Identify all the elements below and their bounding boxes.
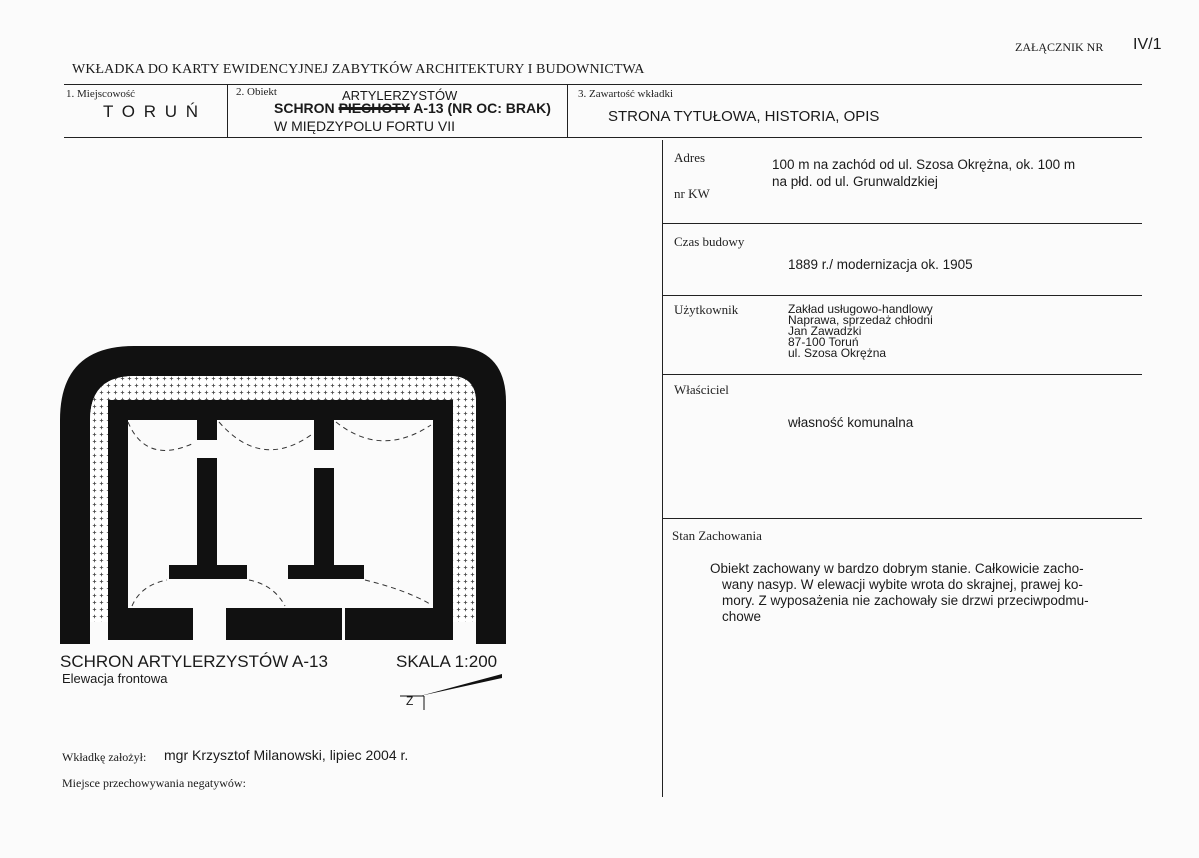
annex-label: ZAŁĄCZNIK NR	[1015, 40, 1104, 54]
door-swing	[336, 422, 431, 441]
address-line-1: 100 m na zachód od ul. Szosa Okrężna, ok. 100 m	[772, 157, 1076, 172]
user-line: Jan Zawadzki	[788, 324, 862, 338]
door-swing	[128, 422, 194, 450]
address-label: Adres	[674, 150, 706, 165]
door-swing	[249, 580, 285, 606]
door-swing	[219, 422, 311, 450]
condition-line: mory. Z wyposażenia nie zachowały sie drzwi przeciwpodmu-	[722, 593, 1089, 608]
user-line: ul. Szosa Okrężna	[788, 346, 887, 360]
kw-label: nr KW	[674, 186, 710, 201]
top-row-rule	[64, 84, 1142, 85]
drawing-title: SCHRON ARTYLERZYSTÓW A-13	[60, 652, 328, 671]
owner-label: Właściciel	[674, 382, 729, 397]
partition-right	[314, 468, 334, 578]
drawing-subtitle: Elewacja frontowa	[62, 671, 168, 686]
rule-after-owner	[662, 518, 1142, 519]
condition-line: Obiekt zachowany w bardzo dobrym stanie. Całkowicie zacho-	[710, 561, 1084, 576]
inner-wall-right	[288, 565, 364, 579]
object-prefix: SCHRON	[274, 100, 335, 116]
locality-value: T O R U Ń	[103, 102, 201, 121]
wall-left	[108, 400, 128, 640]
condition-label: Stan Zachowania	[672, 528, 762, 543]
object-suffix: A-13 (NR OC: BRAK)	[413, 100, 551, 116]
author-label: Wkładkę założył:	[62, 750, 147, 764]
front-wall-middle	[226, 608, 342, 640]
construction-label: Czas budowy	[674, 234, 745, 249]
rule-after-user	[662, 374, 1142, 375]
door-swing	[132, 580, 167, 606]
bunker-plan-drawing	[56, 340, 510, 648]
user-line: 87-100 Toruń	[788, 335, 859, 349]
content-value: STRONA TYTUŁOWA, HISTORIA, OPIS	[608, 108, 880, 125]
annex-number: IV/1	[1133, 36, 1162, 53]
north-letter: Z	[406, 694, 414, 708]
object-line-2: W MIĘDZYPOLU FORTU VII	[274, 118, 455, 134]
condition-line: chowe	[722, 609, 762, 624]
address-line-2: na płd. od ul. Grunwaldzkiej	[772, 174, 938, 189]
locality-label: 1. Miejscowość	[66, 88, 136, 100]
user-label: Użytkownik	[674, 302, 739, 317]
wall-right	[433, 400, 453, 640]
content-label: 3. Zawartość wkładki	[578, 88, 673, 100]
partition-left-stub	[197, 420, 217, 440]
top-row-divider-1	[227, 84, 228, 137]
top-row-divider-2	[567, 84, 568, 137]
user-line: Naprawa, sprzedaż chłodni	[788, 313, 933, 327]
object-label: 2. Obiekt	[236, 86, 277, 98]
rule-after-address	[662, 223, 1142, 224]
user-line: Zakład usługowo-handlowy	[788, 302, 933, 316]
inner-wall-left	[169, 565, 247, 579]
object-correction: ARTYLERZYSTÓW	[342, 88, 458, 103]
form-title: WKŁADKA DO KARTY EWIDENCYJNEJ ZABYTKÓW ARCHITEKTURY I BUDOWNICTWA	[72, 62, 645, 77]
right-column-border	[662, 140, 663, 797]
rule-after-construction	[662, 295, 1142, 296]
partition-right-stub	[314, 420, 334, 450]
front-wall-left	[108, 608, 193, 640]
partition-left	[197, 458, 217, 578]
front-wall-right	[345, 608, 453, 640]
object-line-1	[274, 100, 551, 116]
negatives-label: Miejsce przechowywania negatywów:	[62, 776, 246, 790]
construction-value: 1889 r./ modernizacja ok. 1905	[788, 257, 973, 272]
wall-top	[108, 400, 453, 420]
author-value: mgr Krzysztof Milanowski, lipiec 2004 r.	[164, 747, 409, 763]
condition-line: wany nasyp. W elewacji wybite wrota do skrajnej, prawej ko-	[722, 577, 1083, 592]
object-struck-word: PIECHOTY	[338, 100, 410, 116]
owner-value: własność komunalna	[788, 415, 914, 430]
drawing-scale: SKALA 1:200	[396, 652, 498, 671]
top-row-bottom-rule	[64, 137, 1142, 138]
door-swing	[365, 580, 430, 604]
